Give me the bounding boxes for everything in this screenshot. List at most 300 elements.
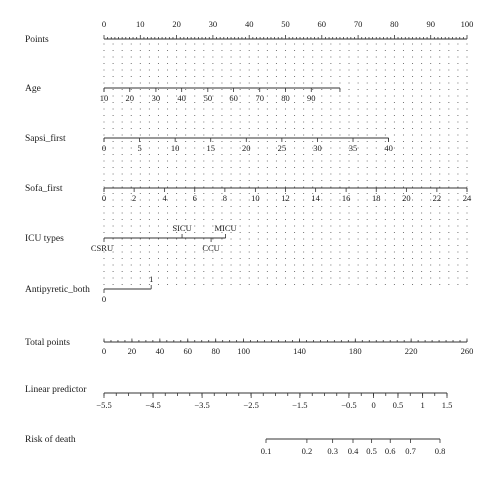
grid-dot [339,69,340,70]
grid-dot [412,147,413,148]
grid-dot [276,251,277,252]
grid-dot [412,108,413,109]
grid-dot [394,219,395,220]
grid-dot [149,206,150,207]
grid-dot [212,76,213,77]
grid-dot [167,63,168,64]
grid-dot [367,284,368,285]
grid-dot [294,167,295,168]
grid-dot [394,56,395,57]
grid-dot [231,160,232,161]
grid-dot [312,284,313,285]
grid-dot [321,115,322,116]
grid-dot [448,258,449,259]
grid-dot [348,89,349,90]
risk-of-death-tick-label: 0.7 [405,446,416,456]
grid-dot [330,154,331,155]
grid-dot [466,102,467,103]
grid-dot [276,225,277,226]
grid-dot [194,69,195,70]
row-label-icu-types: ICU types [25,234,64,244]
grid-dot [258,264,259,265]
points-tick-label: 40 [244,19,254,29]
grid-dot [185,89,186,90]
grid-dot [385,63,386,64]
grid-dot [385,154,386,155]
grid-dot [113,271,114,272]
grid-dot [285,167,286,168]
grid-dot [421,245,422,246]
grid-dot [457,284,458,285]
grid-dot [358,82,359,83]
grid-dot [412,89,413,90]
grid-dot [140,219,141,220]
grid-dot [439,238,440,239]
grid-dot [212,69,213,70]
grid-dot [212,128,213,129]
grid-dot [394,245,395,246]
grid-dot [385,160,386,161]
grid-dot [158,232,159,233]
grid-dot [394,121,395,122]
grid-dot [276,245,277,246]
grid-dot [385,251,386,252]
grid-dot [167,225,168,226]
grid-dot [113,212,114,213]
grid-dot [394,82,395,83]
grid-dot [358,167,359,168]
grid-dot [303,154,304,155]
grid-dot [276,43,277,44]
grid-dot [176,199,177,200]
grid-dot [321,264,322,265]
grid-dot [203,128,204,129]
grid-dot [276,206,277,207]
grid-dot [240,225,241,226]
grid-dot [167,108,168,109]
grid-dot [421,167,422,168]
grid-dot [367,251,368,252]
grid-dot [167,193,168,194]
sapsi-first-tick-label: 35 [348,143,358,153]
grid-dot [466,219,467,220]
grid-dot [339,56,340,57]
grid-dot [276,232,277,233]
grid-dot [194,76,195,77]
grid-dot [113,199,114,200]
grid-dot [376,147,377,148]
grid-dot [321,173,322,174]
grid-dot [403,147,404,148]
grid-dot [430,121,431,122]
grid-dot [167,56,168,57]
grid-dot [294,206,295,207]
grid-dot [394,89,395,90]
grid-dot [321,199,322,200]
grid-dot [113,82,114,83]
grid-dot [131,238,132,239]
grid-dot [203,206,204,207]
grid-dot [185,212,186,213]
grid-dot [140,128,141,129]
grid-dot [149,89,150,90]
grid-dot [321,160,322,161]
grid-dot [312,50,313,51]
grid-dot [367,76,368,77]
grid-dot [439,271,440,272]
grid-dot [448,147,449,148]
grid-dot [376,63,377,64]
grid-dot [176,141,177,142]
grid-dot [212,206,213,207]
grid-dot [376,108,377,109]
grid-dot [212,154,213,155]
grid-dot [285,108,286,109]
grid-dot [403,225,404,226]
grid-dot [376,128,377,129]
grid-dot [185,199,186,200]
grid-dot [249,76,250,77]
grid-dot [294,251,295,252]
grid-dot [267,63,268,64]
grid-dot [103,258,104,259]
grid-dot [276,89,277,90]
grid-dot [158,89,159,90]
grid-dot [158,199,159,200]
grid-dot [421,173,422,174]
grid-dot [448,160,449,161]
grid-dot [430,219,431,220]
grid-dot [149,141,150,142]
grid-dot [185,271,186,272]
grid-dot [358,180,359,181]
grid-dot [321,102,322,103]
grid-dot [276,154,277,155]
grid-dot [321,63,322,64]
grid-dot [457,212,458,213]
grid-dot [194,219,195,220]
grid-dot [367,154,368,155]
grid-dot [122,199,123,200]
grid-dot [203,212,204,213]
grid-dot [466,134,467,135]
grid-dot [339,134,340,135]
grid-dot [276,271,277,272]
grid-dot [439,206,440,207]
grid-dot [267,160,268,161]
grid-dot [167,277,168,278]
grid-dot [430,82,431,83]
grid-dot [385,284,386,285]
grid-dot [348,277,349,278]
grid-dot [448,173,449,174]
grid-dot [312,186,313,187]
grid-dot [385,50,386,51]
grid-dot [312,212,313,213]
grid-dot [466,271,467,272]
grid-dot [403,141,404,142]
grid-dot [185,147,186,148]
grid-dot [276,180,277,181]
linear-predictor-tick-label: −4.5 [145,400,161,410]
grid-dot [385,193,386,194]
grid-dot [394,238,395,239]
grid-dot [421,115,422,116]
sofa-first-tick-label: 10 [251,193,260,203]
sofa-first-tick-label: 14 [311,193,320,203]
grid-dot [439,82,440,83]
grid-dot [221,264,222,265]
grid-dot [448,180,449,181]
grid-dot [140,225,141,226]
grid-dot [403,238,404,239]
grid-dot [103,134,104,135]
grid-dot [122,186,123,187]
grid-dot [131,167,132,168]
grid-dot [439,69,440,70]
grid-dot [221,238,222,239]
grid-dot [221,102,222,103]
grid-dot [358,134,359,135]
grid-dot [367,56,368,57]
grid-dot [339,193,340,194]
grid-dot [448,108,449,109]
grid-dot [312,69,313,70]
grid-dot [321,141,322,142]
grid-dot [203,63,204,64]
grid-dot [403,180,404,181]
grid-dot [457,264,458,265]
grid-dot [358,76,359,77]
grid-dot [339,76,340,77]
grid-dot [249,115,250,116]
grid-dot [276,69,277,70]
grid-dot [303,219,304,220]
grid-dot [122,264,123,265]
sofa-first-tick-label: 8 [222,193,228,203]
grid-dot [276,258,277,259]
grid-dot [131,115,132,116]
grid-dot [385,76,386,77]
grid-dot [221,186,222,187]
grid-dot [194,277,195,278]
grid-dot [466,147,467,148]
grid-dot [358,147,359,148]
grid-dot [249,284,250,285]
grid-dot [367,43,368,44]
grid-dot [122,180,123,181]
grid-dot [348,167,349,168]
grid-dot [221,108,222,109]
grid-dot [466,69,467,70]
grid-dot [221,82,222,83]
grid-dot [294,76,295,77]
grid-dot [303,238,304,239]
grid-dot [203,108,204,109]
grid-dot [448,199,449,200]
grid-dot [421,284,422,285]
grid-dot [466,212,467,213]
grid-dot [412,134,413,135]
grid-dot [113,154,114,155]
grid-dot [376,245,377,246]
grid-dot [457,245,458,246]
grid-dot [140,108,141,109]
age-tick-label: 50 [203,93,213,103]
grid-dot [276,50,277,51]
grid-dot [430,147,431,148]
grid-dot [358,108,359,109]
grid-dot [122,63,123,64]
grid-dot [448,219,449,220]
grid-dot [321,134,322,135]
grid-dot [330,245,331,246]
total-points-tick-label: 180 [348,346,362,356]
grid-dot [412,173,413,174]
grid-dot [457,50,458,51]
grid-dot [321,43,322,44]
grid-dot [339,141,340,142]
sofa-first-tick-label: 0 [101,193,107,203]
grid-dot [439,95,440,96]
grid-dot [376,76,377,77]
grid-dot [176,206,177,207]
grid-dot [258,167,259,168]
grid-dot [430,69,431,70]
grid-dot [258,238,259,239]
grid-dot [348,95,349,96]
grid-dot [430,186,431,187]
age-tick-label: 20 [125,93,135,103]
grid-dot [339,173,340,174]
grid-dot [203,121,204,122]
grid-dot [439,277,440,278]
grid-dot [240,167,241,168]
grid-dot [240,76,241,77]
grid-dot [285,180,286,181]
grid-dot [231,115,232,116]
grid-dot [158,134,159,135]
grid-dot [376,134,377,135]
grid-dot [367,102,368,103]
grid-dot [276,63,277,64]
grid-dot [421,134,422,135]
grid-dot [258,147,259,148]
grid-dot [167,134,168,135]
grid-dot [421,219,422,220]
grid-dot [176,173,177,174]
grid-dot [212,284,213,285]
grid-dot [285,128,286,129]
grid-dot [267,82,268,83]
grid-dot [294,89,295,90]
grid-dot [140,232,141,233]
grid-dot [303,95,304,96]
grid-dot [339,43,340,44]
grid-dot [131,160,132,161]
grid-dot [330,82,331,83]
grid-dot [176,238,177,239]
grid-dot [303,134,304,135]
grid-dot [240,212,241,213]
grid-dot [258,225,259,226]
grid-dot [176,154,177,155]
grid-dot [212,56,213,57]
grid-dot [140,56,141,57]
grid-dot [294,115,295,116]
grid-dot [140,50,141,51]
points-tick-label: 0 [101,19,107,29]
grid-dot [149,284,150,285]
grid-dot [457,63,458,64]
grid-dot [376,258,377,259]
grid-dot [158,212,159,213]
grid-dot [421,199,422,200]
grid-dot [285,277,286,278]
grid-dot [158,82,159,83]
grid-dot [285,186,286,187]
grid-dot [394,180,395,181]
grid-dot [221,277,222,278]
grid-dot [249,121,250,122]
grid-dot [457,271,458,272]
grid-dot [348,219,349,220]
grid-dot [258,108,259,109]
grid-dot [240,238,241,239]
grid-dot [294,108,295,109]
grid-dot [131,76,132,77]
grid-dot [285,56,286,57]
grid-dot [203,167,204,168]
grid-dot [303,89,304,90]
grid-dot [240,264,241,265]
grid-dot [231,154,232,155]
grid-dot [131,206,132,207]
grid-dot [339,232,340,233]
grid-dot [113,206,114,207]
grid-dot [212,102,213,103]
grid-dot [122,193,123,194]
grid-dot [457,108,458,109]
grid-dot [258,271,259,272]
grid-dot [221,128,222,129]
grid-dot [294,277,295,278]
grid-dot [412,258,413,259]
grid-dot [258,134,259,135]
grid-dot [221,115,222,116]
grid-dot [231,141,232,142]
grid-dot [276,95,277,96]
grid-dot [303,167,304,168]
grid-dot [367,180,368,181]
grid-dot [430,76,431,77]
grid-dot [249,50,250,51]
grid-dot [294,102,295,103]
grid-dot [376,284,377,285]
grid-dot [140,160,141,161]
grid-dot [240,89,241,90]
grid-dot [212,82,213,83]
grid-dot [240,128,241,129]
grid-dot [131,108,132,109]
grid-dot [448,82,449,83]
grid-dot [285,121,286,122]
row-labels [25,35,90,445]
grid-dot [158,115,159,116]
grid-dot [394,173,395,174]
grid-dot [439,147,440,148]
grid-dot [240,141,241,142]
